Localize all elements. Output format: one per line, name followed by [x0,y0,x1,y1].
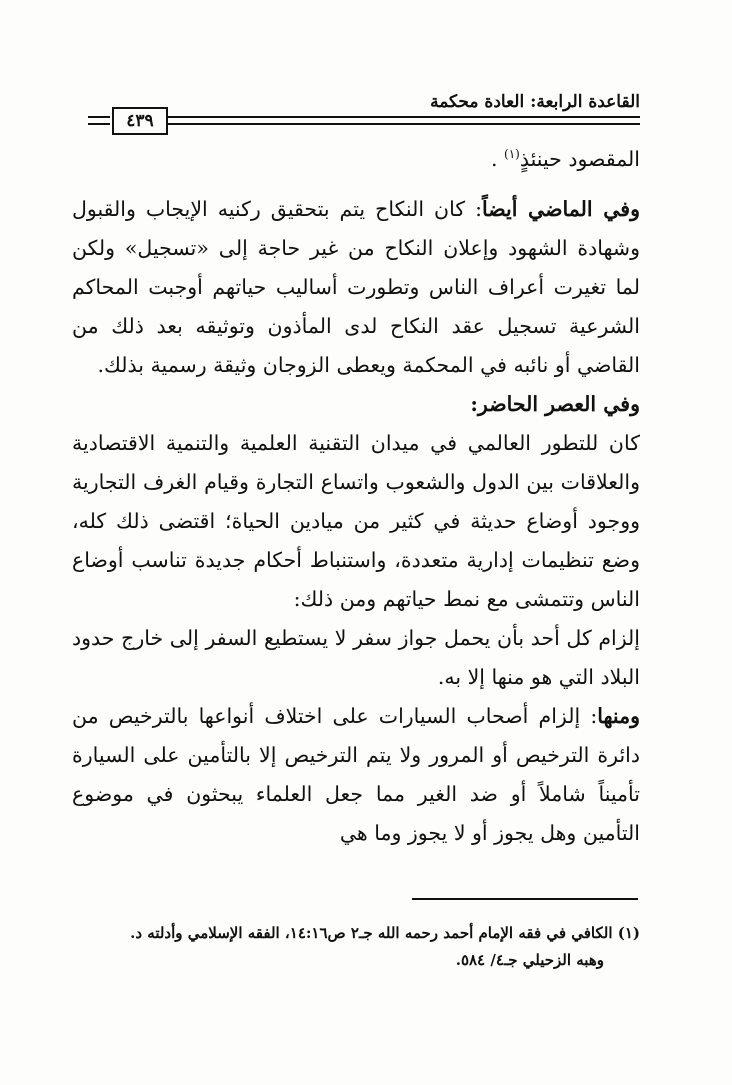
section-heading: وفي العصر الحاضر: [470,392,640,416]
running-header-title: القاعدة الرابعة: العادة محكمة [430,92,640,112]
footnote-line-2: وهبه الزحيلي جـ٤/ ٥٨٤. [455,951,604,969]
header-double-rule-left [88,116,110,125]
footnote-line-1: (١) الكافي في فقه الإمام أحمد رحمه الله جـ٢ ص١٤:١٦، الفقه الإسلامي وأدلته د. [130,924,640,942]
header-double-rule [168,116,640,125]
paragraph-2-lead: وفي الماضي أيضاً [482,197,640,221]
paragraph-2: وفي الماضي أيضاً: كان النكاح يتم بتحقيق ركنيه الإيجاب والقبول وشهادة الشهود وإعلان النكاح من غير حاجة إلى «تسجيل» ولكن لما تغيرت أعراف الناس وتطورت أساليب حياتهم أوجبت المحاكم الشرعية تسجيل عقد النكاح لدى المأذون وتوثيقه بعد ذلك من القاضي أو نائبه في المحكمة ويعطى الزوجان وثيقة رسمية بذلك. [72,197,640,377]
footnote [80,920,640,974]
paragraph-6-lead: ومنها [597,704,640,728]
footnote-marker: (١) [504,147,520,162]
page-number: ٤٣٩ [112,107,168,135]
paragraph-4: كان للتطور العالمي في ميدان التقنية العلمية والتنمية الاقتصادية والعلاقات بين الدول والشعوب واتساع التجارة وقيام الغرف التجارية ووجود أوضاع حديثة في كثير من ميادين الحياة؛ اقتضى ذلك كله، وضع تنظيمات إدارية متعددة، واستنباط أحكام جديدة تناسب أوضاع الناس وتتمشى مع نمط حياتهم ومن ذلك: [72,431,640,611]
paragraph-1: المقصود حينئذٍ$^{(١)}$ . [490,147,640,171]
paragraph-6: ومنها: إلزام أصحاب السيارات على اختلاف أنواعها بالترخيص من دائرة الترخيص أو المرور ولا يتم الترخيص إلا بالتأمين على السيارة تأميناً شاملاً أو ضد الغير مما جعل العلماء يبحثون في موضوع التأمين وهل يجوز أو لا يجوز وما هي [72,704,640,845]
footnote-rule [412,898,638,900]
body-text [72,140,640,853]
paragraph-5: إلزام كل أحد بأن يحمل جواز سفر لا يستطيع السفر إلى خارج حدود البلاد التي هو منها إلا به. [72,626,640,689]
